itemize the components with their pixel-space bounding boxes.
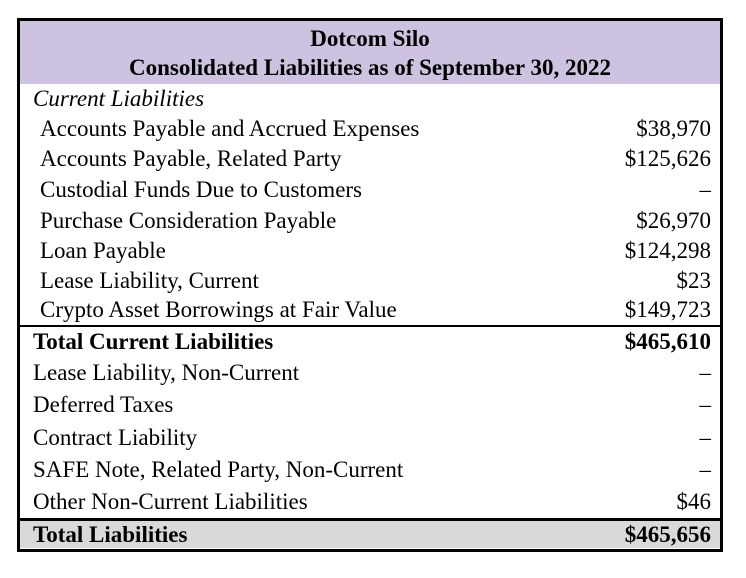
row-value: – [699,457,711,482]
total-liabilities-label: Total Liabilities [33,522,188,547]
table-row [20,454,720,486]
row-label: Accounts Payable, Related Party [40,146,342,171]
row-label: Contract Liability [33,425,198,450]
total-liabilities-row [20,518,720,548]
table-row [20,205,720,236]
row-value: $124,298 [624,238,711,263]
row-label: Loan Payable [40,238,166,263]
table-row [20,421,720,454]
row-value: – [699,177,711,202]
total-liabilities-value: $465,656 [624,522,711,547]
company-name: Dotcom Silo [310,26,430,51]
row-label: Crypto Asset Borrowings at Fair Value [40,297,397,322]
row-value: $26,970 [636,208,711,233]
row-label: Deferred Taxes [33,392,174,417]
row-label: Lease Liability, Current [40,268,259,293]
row-label: Lease Liability, Non-Current [33,360,300,385]
total-current-label: Total Current Liabilities [33,329,274,354]
table-row [20,266,720,295]
current-liabilities-heading: Current Liabilities [33,86,205,111]
row-value: $125,626 [624,146,711,171]
table-row [20,389,720,421]
row-value: $38,970 [636,116,711,141]
table-header [20,21,720,84]
table-row [20,295,720,325]
row-label: Accounts Payable and Accrued Expenses [40,116,420,141]
row-label: Purchase Consideration Payable [40,208,337,233]
row-value: – [699,425,711,450]
row-value: $23 [676,268,711,293]
row-label: Custodial Funds Due to Customers [40,177,363,202]
table-row [20,113,720,144]
row-value: $149,723 [624,297,711,322]
row-value: – [699,360,711,385]
section-label-row [20,84,720,113]
row-value: $46 [676,489,711,514]
table-row [20,236,720,266]
table-row [20,144,720,174]
row-label: SAFE Note, Related Party, Non-Current [33,457,404,482]
total-current-value: $465,610 [624,329,711,354]
table-row [20,174,720,205]
liabilities-table [17,18,723,552]
table-row [20,486,720,518]
row-value: – [699,392,711,417]
table-row [20,357,720,389]
row-label: Other Non-Current Liabilities [33,489,308,514]
total-current-row [20,325,720,357]
table-title: Consolidated Liabilities as of September 30, 2022 [129,55,611,80]
